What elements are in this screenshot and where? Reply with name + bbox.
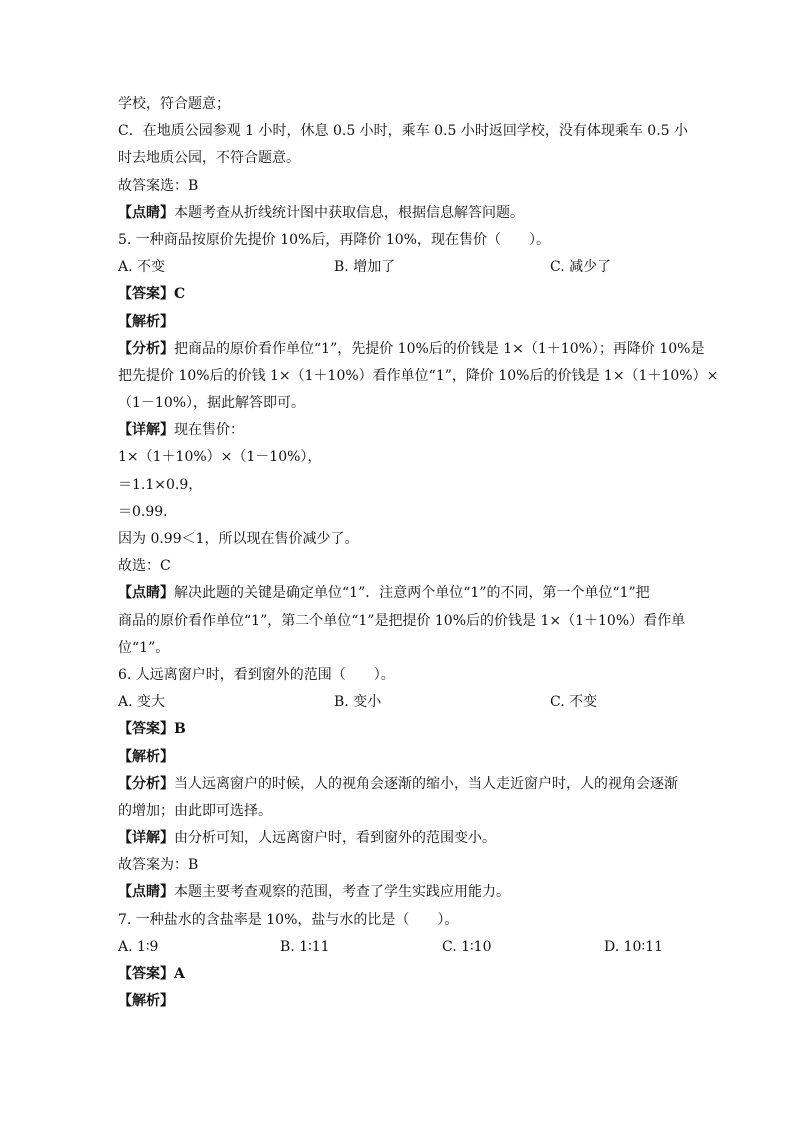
comment-line bbox=[118, 200, 678, 227]
analysis-line: （1－10%），据此解答即可。 bbox=[118, 395, 306, 412]
option-a: A. 1∶9 bbox=[118, 938, 159, 955]
detail-text: 现在售价： bbox=[174, 422, 244, 439]
detail-text: 由分析可知，人远离窗户时，看到窗外的范围变小。 bbox=[174, 830, 496, 847]
analysis-text: 把商品的原价看作单位“1”，先提价 10%后的价钱是 1×（1＋10%）；再降价 10%是 bbox=[174, 340, 705, 357]
calc-line: 因为 0.99＜1，所以现在售价减少了。 bbox=[118, 531, 359, 547]
comment-line bbox=[118, 580, 678, 607]
answer-choice-line: 故答案选：B bbox=[118, 177, 199, 194]
document-content bbox=[118, 91, 719, 1015]
question-6-options bbox=[118, 689, 678, 716]
comment-line: 商品的原价看作单位“1”，第二个单位“1”是把提价 10%后的价钱是 1×（1＋10%）看作单 bbox=[118, 612, 686, 629]
question-7-options bbox=[118, 934, 678, 961]
analysis-line bbox=[118, 771, 678, 798]
option-c: C. 减少了 bbox=[550, 259, 612, 276]
question-6: 6. 人远离窗户时，看到窗外的范围（ ）。 bbox=[118, 666, 395, 683]
text-line: 时去地质公园，不符合题意。 bbox=[118, 150, 300, 167]
section-tag: 【点睛】 bbox=[118, 585, 174, 602]
detail-line bbox=[118, 825, 678, 852]
comment-line bbox=[118, 879, 678, 906]
analysis-line: 把先提价 10%后的价钱 1×（1＋10%）看作单位“1”，降价 10%后的价钱是 1×（1＋10%）× bbox=[118, 367, 719, 384]
text-line: C．在地质公园参观 1 小时，休息 0.5 小时，乘车 0.5 小时返回学校，没有体现乘车 0.5 小 bbox=[118, 123, 689, 140]
calc-line: 1×（1＋10%）×（1－10%）， bbox=[118, 449, 322, 466]
option-d: D. 10∶11 bbox=[604, 938, 663, 955]
option-b: B. 1∶11 bbox=[280, 938, 330, 955]
detail-line bbox=[118, 417, 678, 444]
answer-label: 【答案】A bbox=[118, 966, 185, 982]
text-line: 学校，符合题意； bbox=[118, 96, 230, 112]
analysis-line: 的增加；由此即可选择。 bbox=[118, 802, 272, 819]
section-tag: 【分析】 bbox=[118, 340, 174, 357]
option-b: B. 增加了 bbox=[334, 259, 396, 276]
section-tag: 【点睛】 bbox=[118, 204, 174, 221]
section-tag: 【详解】 bbox=[118, 422, 174, 439]
section-tag: 【详解】 bbox=[118, 830, 174, 847]
question-7: 7. 一种盐水的含盐率是 10%，盐与水的比是（ ）。 bbox=[118, 911, 459, 928]
analysis-text: 当人远离窗户的时候，人的视角会逐渐的缩小，当人走近窗户时，人的视角会逐渐 bbox=[174, 775, 678, 792]
comment-text: 本题考查从折线统计图中获取信息，根据信息解答问题。 bbox=[174, 204, 524, 221]
analysis-heading: 【解析】 bbox=[118, 993, 174, 1010]
comment-text: 本题主要考查观察的范围，考查了学生实践应用能力。 bbox=[174, 884, 510, 901]
option-a: A. 变大 bbox=[118, 694, 166, 711]
comment-text: 解决此题的关键是确定单位“1”．注意两个单位“1”的不同，第一个单位“1”把 bbox=[174, 585, 650, 602]
question-5-options bbox=[118, 254, 678, 281]
option-b: B. 变小 bbox=[334, 694, 382, 711]
option-a: A. 不变 bbox=[118, 259, 166, 276]
comment-line: 位“1”。 bbox=[118, 639, 170, 656]
calc-line: ＝1.1×0.9， bbox=[118, 476, 203, 493]
option-c: C. 不变 bbox=[550, 694, 598, 711]
question-5: 5. 一种商品按原价先提价 10%后，再降价 10%，现在售价（ ）。 bbox=[118, 231, 550, 248]
answer-label: 【答案】C bbox=[118, 286, 186, 303]
analysis-heading: 【解析】 bbox=[118, 313, 174, 330]
analysis-heading: 【解析】 bbox=[118, 748, 174, 765]
answer-choice-line: 故答案为：B bbox=[118, 857, 199, 874]
section-tag: 【点睛】 bbox=[118, 884, 174, 901]
section-tag: 【分析】 bbox=[118, 775, 174, 792]
option-c: C. 1∶10 bbox=[442, 938, 492, 955]
calc-line: ＝0.99． bbox=[118, 503, 178, 520]
answer-label: 【答案】B bbox=[118, 721, 186, 738]
answer-choice-line: 故选：C bbox=[118, 558, 171, 575]
analysis-line bbox=[118, 336, 705, 363]
